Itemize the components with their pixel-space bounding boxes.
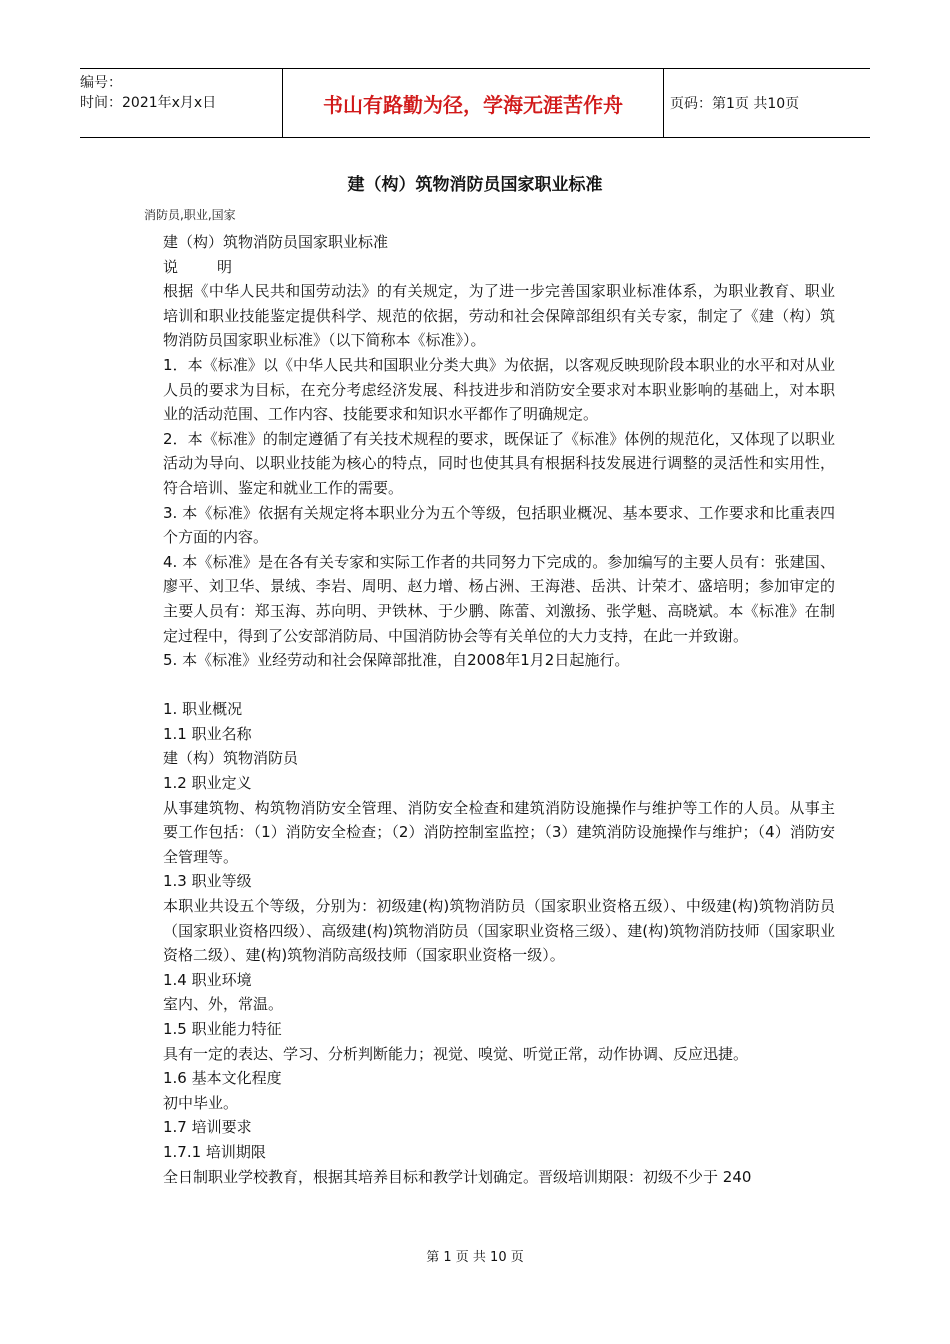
subsection-heading: 1.7 培训要求	[163, 1118, 252, 1137]
paragraph: 根据《中华人民共和国劳动法》的有关规定，为了进一步完善国家职业标准体系，为职业教育、职业培训和职业技能鉴定提供科学、规范的依据，劳动和社会保障部组织有关专家，制定了《建（构）筑物消防员国家职业标准》（以下简称本《标准》）。	[163, 282, 835, 350]
page-footer: 第 1 页 共 10 页	[426, 1250, 524, 1265]
paragraph: 4. 本《标准》是在各有关专家和实际工作者的共同努力下完成的。参加编写的主要人员有：张建国、廖平、刘卫华、景绒、李岩、周明、赵力增、杨占洲、王海港、岳洪、计荣才、盛培明；参加审定的主要人员有：郑玉海、苏向明、尹铁林、于少鹏、陈蕾、刘激扬、张学魁、高晓斌。本《标准》在制定过程中，得到了公安部消防局、中国消防协会等有关单位的大力支持，在此一并致谢。	[163, 552, 835, 645]
subsection-heading: 1.1 职业名称	[163, 724, 252, 743]
blank-line	[163, 673, 835, 698]
paragraph: 5. 本《标准》业经劳动和社会保障部批准，自2008年1月2日起施行。	[163, 651, 630, 670]
header-meta	[80, 69, 282, 137]
document-body	[163, 230, 835, 1189]
paragraph: 2．本《标准》的制定遵循了有关技术规程的要求，既保证了《标准》体例的规范化，又体现了以职业活动为导向、以职业技能为核心的特点，同时也使其具有根据科技发展进行调整的灵活性和实用性，符合培训、鉴定和就业工作的需要。	[163, 429, 835, 497]
subsection-heading: 1.3 职业等级	[163, 872, 252, 891]
subsection-heading: 1.4 职业环境	[163, 970, 252, 989]
paragraph: 1．本《标准》以《中华人民共和国职业分类大典》为依据，以客观反映现阶段本职业的水平和对从业人员的要求为目标，在充分考虑经济发展、科技进步和消防安全要求对本职业影响的基础上，对本职业的活动范围、工作内容、技能要求和知识水平都作了明确规定。	[163, 355, 835, 424]
document-number-label: 编号：	[80, 75, 122, 91]
paragraph: 初中毕业。	[163, 1093, 239, 1112]
paragraph: 室内、外，常温。	[163, 995, 284, 1014]
page-header	[80, 68, 870, 138]
paragraph: 从事建筑物、构筑物消防安全管理、消防安全检查和建筑消防设施操作与维护等工作的人员。从事主要工作包括：（1）消防安全检查；（2）消防控制室监控；（3）建筑消防设施操作与维护；（4）消防安全管理等。	[163, 798, 835, 866]
document-keywords: 消防员,职业,国家	[144, 208, 236, 222]
paragraph: 具有一定的表达、学习、分析判断能力；视觉、嗅觉、听觉正常，动作协调、反应迅捷。	[163, 1044, 749, 1063]
subsection-heading: 1.6 基本文化程度	[163, 1069, 282, 1088]
subsection-heading: 1.2 职业定义	[163, 774, 252, 793]
header-motto: 书山有路勤为径，学海无涯苦作舟	[282, 69, 664, 137]
header-page-info: 页码：第1页 共10页	[670, 96, 800, 112]
paragraph: 3. 本《标准》依据有关规定将本职业分为五个等级，包括职业概况、基本要求、工作要求和比重表四个方面的内容。	[163, 503, 835, 547]
section-heading: 1. 职业概况	[163, 700, 243, 719]
subsection-heading: 1.5 职业能力特征	[163, 1020, 282, 1038]
section-label-explanation: 说 明	[163, 257, 245, 276]
body-heading: 建（构）筑物消防员国家职业标准	[163, 233, 389, 251]
paragraph: 本职业共设五个等级，分别为：初级建(构)筑物消防员（国家职业资格五级）、中级建(构)筑物消防员（国家职业资格四级）、高级建(构)筑物消防员（国家职业资格三级）、建(构)筑物消防技师（国家职业资格二级）、建(构)筑物消防高级技师（国家职业资格一级）。	[163, 897, 835, 965]
paragraph: 建（构）筑物消防员	[163, 749, 299, 768]
paragraph: 全日制职业学校教育，根据其培养目标和教学计划确定。晋级培训期限：初级不少于 240	[163, 1167, 752, 1186]
document-date: 时间：2021年x月x日	[80, 95, 217, 111]
document-title: 建（构）筑物消防员国家职业标准	[347, 175, 603, 195]
subsection-heading: 1.7.1 培训期限	[163, 1142, 266, 1161]
